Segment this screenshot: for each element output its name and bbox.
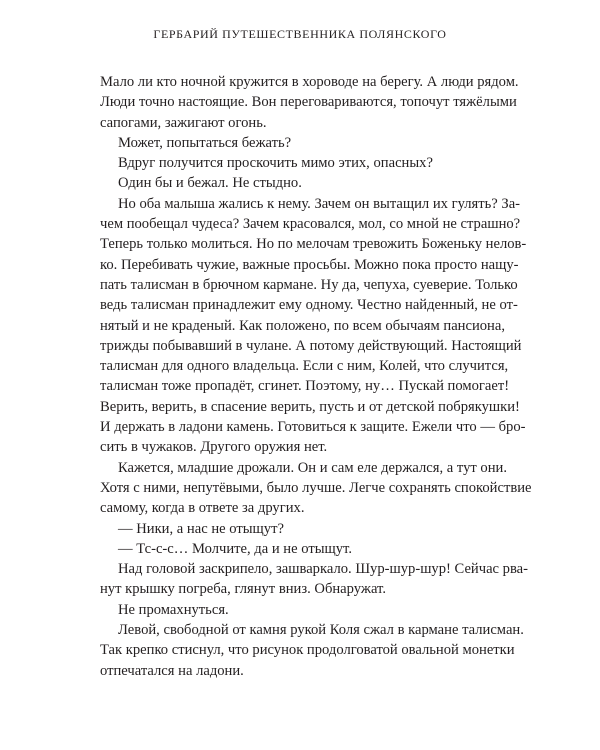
text-line: Над головой заскрипело, зашваркало. Шур-шур-шур! Сейчас рва-	[118, 561, 529, 578]
text-line: Но оба малыша жались к нему. Зачем он вытащил их гулять? За-	[118, 195, 521, 212]
text-line: Верить, верить, в спасение верить, пусть и от детской побрякушки!	[100, 398, 520, 415]
text-line: ведь талисман принадлежит ему одному. Честно найденный, не от-	[100, 297, 518, 314]
text-line: нут крышку погреба, глянут вниз. Обнаружат.	[100, 581, 386, 598]
paragraph	[100, 539, 505, 559]
text-line: — Тс-с-с… Молчите, да и не отыщут.	[118, 540, 352, 557]
text-line: ко. Перебивать чужие, важные просьбы. Можно пока просто нащу-	[100, 256, 519, 273]
text-line: талисман для одного владельца. Если с ним, Колей, что случится,	[100, 358, 509, 375]
text-line: Вдруг получится проскочить мимо этих, опасных?	[118, 155, 433, 172]
text-line: Левой, свободной от камня рукой Коля сжал в кармане талисман.	[118, 622, 524, 639]
text-line: чем пообещал чудеса? Зачем красовался, мол, со мной не страшно?	[100, 216, 521, 233]
text-line: отпечатался на ладони.	[100, 662, 244, 679]
text-line: Так крепко стиснул, что рисунок продолговатой овальной монетки	[100, 642, 515, 659]
running-header: ГЕРБАРИЙ ПУТЕШЕСТВЕННИКА ПОЛЯНСКОГО	[153, 27, 447, 41]
text-line: Хотя с ними, непутёвыми, было лучше. Легче сохранять спокойствие	[100, 479, 532, 496]
text-line: Люди точно настоящие. Вон переговариваются, топочут тяжёлыми	[100, 94, 517, 111]
body-text	[100, 72, 532, 681]
text-line: нятый и не краденый. Как положено, по всем обычаям пансиона,	[100, 317, 505, 334]
paragraph	[100, 72, 519, 133]
text-line: Может, попытаться бежать?	[118, 134, 292, 151]
text-line: Мало ли кто ночной кружится в хороводе на берегу. А люди рядом.	[100, 74, 519, 90]
text-line: пать талисман в брючном кармане. Ну да, чепуха, суеверие. Только	[100, 276, 518, 293]
text-line: сить в чужаков. Другого оружия нет.	[100, 439, 328, 456]
text-line: Один бы и бежал. Не стыдно.	[118, 175, 302, 192]
text-line: трижды побывавший в чулане. А потому действующий. Настоящий	[100, 337, 522, 354]
paragraph	[100, 194, 527, 458]
paragraph	[100, 559, 529, 600]
text-line: Не промахнуться.	[118, 601, 229, 618]
text-line: талисман тоже пропадёт, сгинет. Поэтому, ну… Пускай помогает!	[100, 378, 510, 395]
text-line: Теперь только молиться. Но по мелочам тревожить Боженьку нелов-	[100, 236, 527, 253]
paragraph	[100, 133, 505, 153]
paragraph	[100, 620, 524, 681]
paragraph	[100, 458, 532, 519]
text-line: И держать в ладони камень. Готовиться к защите. Ежели что — бро-	[100, 419, 526, 436]
paragraph	[100, 519, 505, 539]
paragraph	[100, 153, 505, 173]
text-line: самому, когда в ответе за других.	[100, 500, 305, 517]
paragraph	[100, 600, 505, 620]
text-line: сапогами, зажигают огонь.	[100, 114, 267, 131]
text-line: Кажется, младшие дрожали. Он и сам еле держался, а тут они.	[118, 459, 507, 476]
text-line: — Ники, а нас не отыщут?	[118, 520, 284, 537]
paragraph	[100, 173, 505, 193]
